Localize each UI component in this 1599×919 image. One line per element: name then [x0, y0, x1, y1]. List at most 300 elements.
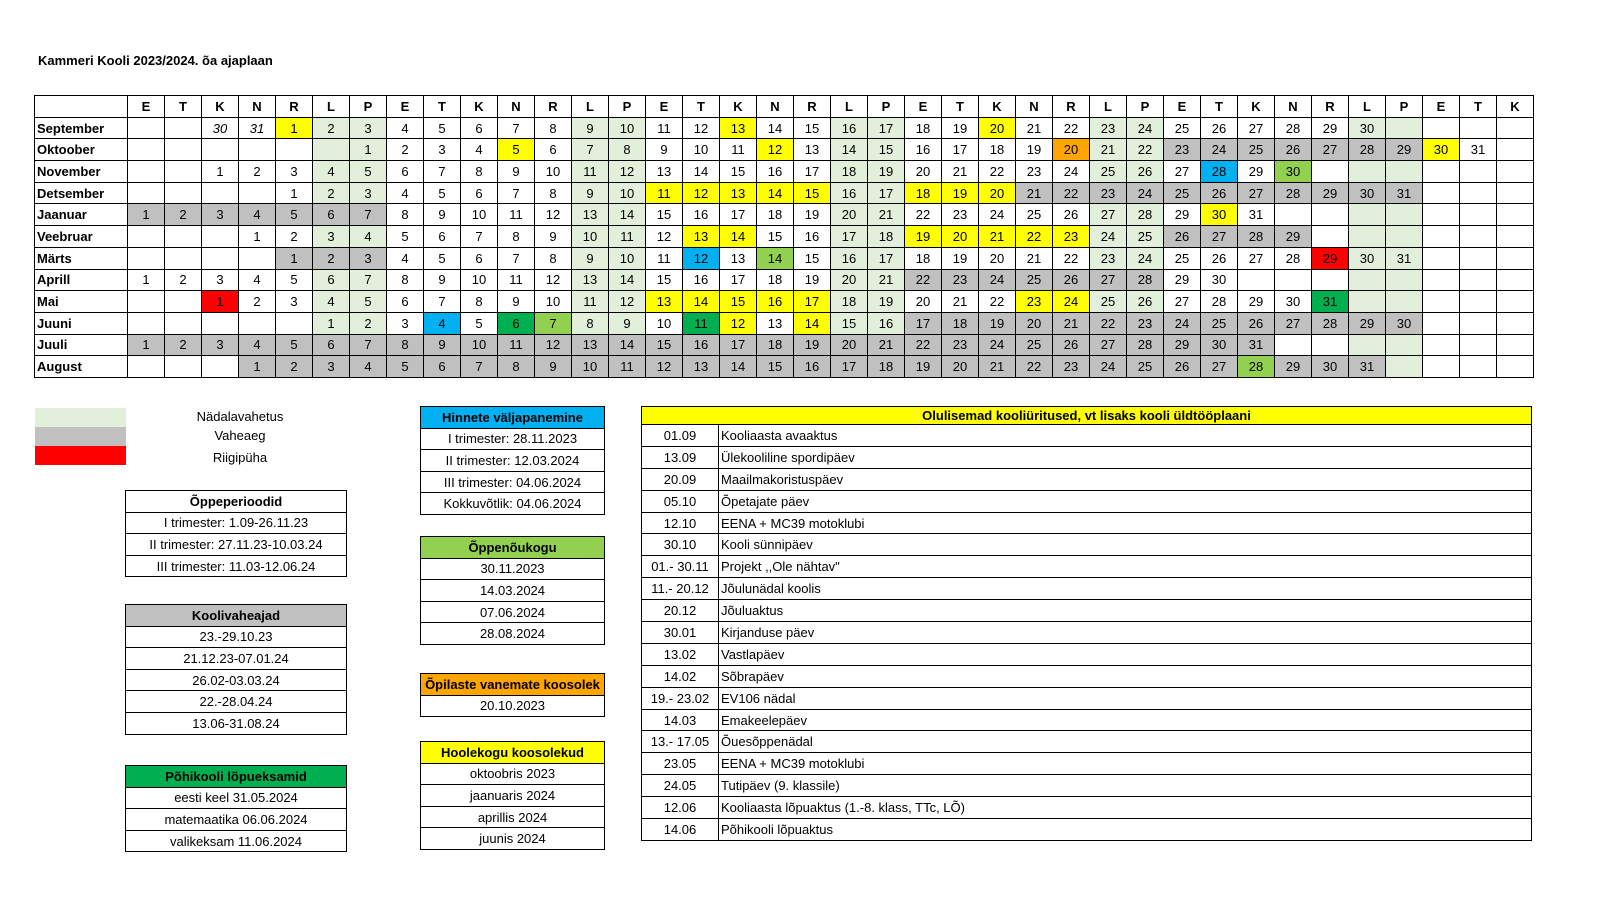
- day-cell: 6: [424, 356, 461, 378]
- day-cell: 24: [1127, 117, 1164, 139]
- day-cell: [128, 139, 165, 161]
- box-row-value: 20.10.2023: [421, 695, 605, 717]
- day-cell: 26: [1238, 312, 1275, 334]
- day-cell: 30: [1312, 356, 1349, 378]
- day-cell: 5: [498, 139, 535, 161]
- event-row: [642, 687, 1532, 709]
- day-cell: 2: [313, 117, 350, 139]
- day-cell: 10: [683, 139, 720, 161]
- day-cell: 15: [646, 334, 683, 356]
- day-cell: 8: [461, 291, 498, 313]
- month-row: [35, 247, 1534, 269]
- day-cell: 19: [1016, 139, 1053, 161]
- day-cell: 6: [498, 312, 535, 334]
- weekday-header: R: [1312, 96, 1349, 118]
- weekday-header: E: [1164, 96, 1201, 118]
- day-cell: 24: [1201, 139, 1238, 161]
- box-row-value: 14.03.2024: [421, 580, 605, 602]
- month-name: Oktoober: [35, 139, 128, 161]
- day-cell: 5: [424, 247, 461, 269]
- day-cell: 25: [1164, 182, 1201, 204]
- day-cell: 26: [1127, 161, 1164, 183]
- day-cell: [1497, 312, 1534, 334]
- day-cell: [1386, 356, 1423, 378]
- day-cell: 24: [979, 269, 1016, 291]
- event-name: Maailmakoristuspäev: [719, 468, 1532, 490]
- box-row-value: II trimester: 12.03.2024: [421, 450, 605, 472]
- day-cell: [1312, 226, 1349, 248]
- day-cell: 29: [1164, 269, 1201, 291]
- event-date: 30.10: [642, 534, 719, 556]
- weekday-header: T: [424, 96, 461, 118]
- event-name: Kooli sünnipäev: [719, 534, 1532, 556]
- day-cell: 23: [942, 334, 979, 356]
- page-title: Kammeri Kooli 2023/2024. õa ajaplaan: [38, 53, 273, 68]
- day-cell: 12: [646, 226, 683, 248]
- day-cell: 25: [1127, 356, 1164, 378]
- weekday-header: N: [1016, 96, 1053, 118]
- day-cell: 14: [757, 247, 794, 269]
- day-cell: [1460, 182, 1497, 204]
- event-name: Tutipäev (9. klassile): [719, 775, 1532, 797]
- day-cell: [128, 312, 165, 334]
- day-cell: [1460, 291, 1497, 313]
- day-cell: 8: [387, 204, 424, 226]
- box-row: [126, 669, 347, 691]
- day-cell: 12: [720, 312, 757, 334]
- day-cell: 13: [683, 356, 720, 378]
- day-cell: 12: [683, 182, 720, 204]
- day-cell: 15: [720, 161, 757, 183]
- box-row: [421, 493, 605, 515]
- month-row: [35, 161, 1534, 183]
- event-row: [642, 643, 1532, 665]
- day-cell: 21: [1090, 139, 1127, 161]
- day-cell: 11: [498, 334, 535, 356]
- day-cell: 3: [202, 204, 239, 226]
- day-cell: [165, 117, 202, 139]
- day-cell: 30: [1201, 334, 1238, 356]
- event-date: 19.- 23.02: [642, 687, 719, 709]
- event-date: 23.05: [642, 753, 719, 775]
- weekday-header: K: [202, 96, 239, 118]
- day-cell: [202, 182, 239, 204]
- day-cell: 27: [1090, 334, 1127, 356]
- day-cell: 27: [1090, 204, 1127, 226]
- month-row: [35, 182, 1534, 204]
- day-cell: 11: [683, 312, 720, 334]
- day-cell: 10: [646, 312, 683, 334]
- day-cell: 7: [350, 269, 387, 291]
- box-row-value: juunis 2024: [421, 828, 605, 850]
- box-row-value: 28.08.2024: [421, 623, 605, 645]
- weekday-header: T: [683, 96, 720, 118]
- box-row-value: matemaatika 06.06.2024: [126, 809, 347, 831]
- day-cell: 30: [202, 117, 239, 139]
- day-cell: 27: [1238, 117, 1275, 139]
- day-cell: 21: [1016, 182, 1053, 204]
- event-date: 12.06: [642, 797, 719, 819]
- day-cell: 11: [498, 269, 535, 291]
- box-row: [421, 623, 605, 645]
- day-cell: 28: [1312, 312, 1349, 334]
- box-row-value: oktoobris 2023: [421, 763, 605, 785]
- day-cell: 29: [1164, 334, 1201, 356]
- month-row: [35, 269, 1534, 291]
- box-row: [421, 785, 605, 807]
- event-date: 20.09: [642, 468, 719, 490]
- box-row-value: valikeksam 11.06.2024: [126, 830, 347, 852]
- lopueksamid-box: [125, 765, 347, 852]
- day-cell: 17: [794, 291, 831, 313]
- day-cell: 3: [387, 312, 424, 334]
- day-cell: 30: [1349, 117, 1386, 139]
- box-row-value: I trimester: 28.11.2023: [421, 428, 605, 450]
- event-name: Jõuluaktus: [719, 600, 1532, 622]
- box-row-value: III trimester: 04.06.2024: [421, 471, 605, 493]
- day-cell: [239, 312, 276, 334]
- day-cell: 27: [1238, 247, 1275, 269]
- day-cell: 22: [1090, 312, 1127, 334]
- day-cell: [1497, 182, 1534, 204]
- box-title: Hinnete väljapanemine: [421, 407, 605, 429]
- day-cell: [1349, 334, 1386, 356]
- day-cell: 10: [461, 334, 498, 356]
- day-cell: 5: [350, 291, 387, 313]
- day-cell: 19: [794, 204, 831, 226]
- day-cell: [1423, 182, 1460, 204]
- day-cell: 13: [757, 312, 794, 334]
- month-name: Mai: [35, 291, 128, 313]
- event-date: 13.- 17.05: [642, 731, 719, 753]
- day-cell: 14: [831, 139, 868, 161]
- day-cell: 14: [794, 312, 831, 334]
- day-cell: 22: [1127, 139, 1164, 161]
- day-cell: 8: [387, 334, 424, 356]
- day-cell: 24: [1127, 247, 1164, 269]
- day-cell: 17: [942, 139, 979, 161]
- box-row: [421, 450, 605, 472]
- day-cell: [128, 161, 165, 183]
- day-cell: [1423, 269, 1460, 291]
- weekday-header: L: [1349, 96, 1386, 118]
- day-cell: [128, 182, 165, 204]
- day-cell: [1460, 356, 1497, 378]
- day-cell: 1: [202, 291, 239, 313]
- day-cell: 11: [609, 356, 646, 378]
- day-cell: 4: [387, 182, 424, 204]
- day-cell: [202, 226, 239, 248]
- event-row: [642, 775, 1532, 797]
- box-row-value: 26.02-03.03.24: [126, 669, 347, 691]
- box-row-value: eesti keel 31.05.2024: [126, 787, 347, 809]
- day-cell: 29: [1386, 139, 1423, 161]
- legend-swatch: [35, 446, 126, 465]
- weekday-header: N: [757, 96, 794, 118]
- day-cell: [1275, 204, 1312, 226]
- day-cell: 18: [757, 269, 794, 291]
- day-cell: 22: [1016, 356, 1053, 378]
- event-date: 14.02: [642, 665, 719, 687]
- box-row: [126, 830, 347, 852]
- day-cell: 26: [1053, 334, 1090, 356]
- month-name: August: [35, 356, 128, 378]
- day-cell: 18: [942, 312, 979, 334]
- day-cell: [276, 139, 313, 161]
- day-cell: 28: [1349, 139, 1386, 161]
- event-date: 11.- 20.12: [642, 578, 719, 600]
- month-row: [35, 204, 1534, 226]
- day-cell: 13: [720, 182, 757, 204]
- day-cell: [1423, 204, 1460, 226]
- day-cell: [1460, 269, 1497, 291]
- day-cell: 7: [572, 139, 609, 161]
- day-cell: 26: [1275, 139, 1312, 161]
- day-cell: 17: [794, 161, 831, 183]
- month-row: [35, 117, 1534, 139]
- day-cell: 24: [1053, 161, 1090, 183]
- day-cell: 31: [1238, 204, 1275, 226]
- day-cell: 23: [1053, 356, 1090, 378]
- events-header-row: [642, 407, 1532, 425]
- legend-swatch: [35, 408, 126, 427]
- day-cell: 30: [1201, 269, 1238, 291]
- day-cell: 14: [757, 117, 794, 139]
- day-cell: 18: [757, 334, 794, 356]
- event-name: EV106 nädal: [719, 687, 1532, 709]
- event-date: 01.- 30.11: [642, 556, 719, 578]
- event-name: Projekt ,,Ole nähtav": [719, 556, 1532, 578]
- day-cell: 6: [461, 182, 498, 204]
- day-cell: 9: [646, 139, 683, 161]
- day-cell: 20: [831, 204, 868, 226]
- day-cell: 14: [720, 226, 757, 248]
- day-cell: [1423, 334, 1460, 356]
- day-cell: [1423, 226, 1460, 248]
- day-cell: 7: [498, 182, 535, 204]
- day-cell: 4: [350, 356, 387, 378]
- day-cell: 24: [1090, 356, 1127, 378]
- day-cell: 6: [461, 247, 498, 269]
- event-row: [642, 425, 1532, 447]
- day-cell: 18: [831, 161, 868, 183]
- day-cell: 28: [1201, 161, 1238, 183]
- box-row: [126, 648, 347, 670]
- box-row: [421, 695, 605, 717]
- day-cell: [1423, 291, 1460, 313]
- day-cell: 1: [276, 117, 313, 139]
- oppeperioodid-box: [125, 490, 347, 577]
- day-cell: 8: [535, 247, 572, 269]
- weekday-header: E: [387, 96, 424, 118]
- day-cell: [165, 161, 202, 183]
- calendar-table: [34, 95, 1534, 378]
- day-cell: 19: [942, 117, 979, 139]
- day-cell: [128, 247, 165, 269]
- day-cell: 20: [979, 182, 1016, 204]
- event-name: Kooliaasta avaaktus: [719, 425, 1532, 447]
- day-cell: 30: [1275, 161, 1312, 183]
- day-cell: [1386, 334, 1423, 356]
- day-cell: 20: [905, 161, 942, 183]
- day-cell: 2: [350, 312, 387, 334]
- event-name: EENA + MC39 motoklubi: [719, 512, 1532, 534]
- day-cell: [1312, 334, 1349, 356]
- weekday-header: L: [1090, 96, 1127, 118]
- month-row: [35, 226, 1534, 248]
- day-cell: 20: [831, 269, 868, 291]
- hoolekogu-box: [420, 741, 605, 850]
- day-cell: 20: [905, 291, 942, 313]
- day-cell: 27: [1164, 161, 1201, 183]
- day-cell: 8: [387, 269, 424, 291]
- legend-swatch: [35, 427, 126, 446]
- weekday-header: K: [461, 96, 498, 118]
- month-name: Juuni: [35, 312, 128, 334]
- legend-label: Riigipüha: [212, 450, 268, 465]
- day-cell: 18: [905, 247, 942, 269]
- day-cell: 11: [609, 226, 646, 248]
- day-cell: [1238, 269, 1275, 291]
- month-name: September: [35, 117, 128, 139]
- day-cell: 6: [387, 161, 424, 183]
- day-cell: 2: [387, 139, 424, 161]
- day-cell: [276, 312, 313, 334]
- day-cell: 1: [276, 247, 313, 269]
- day-cell: 13: [646, 291, 683, 313]
- event-row: [642, 512, 1532, 534]
- day-cell: 27: [1090, 269, 1127, 291]
- day-cell: 12: [609, 291, 646, 313]
- day-cell: 5: [387, 226, 424, 248]
- weekday-header: R: [276, 96, 313, 118]
- day-cell: 14: [683, 291, 720, 313]
- box-row-value: 30.11.2023: [421, 558, 605, 580]
- day-cell: 12: [535, 269, 572, 291]
- weekday-header: R: [794, 96, 831, 118]
- day-cell: 10: [609, 117, 646, 139]
- day-cell: [165, 182, 202, 204]
- day-cell: 19: [794, 334, 831, 356]
- day-cell: 27: [1201, 356, 1238, 378]
- day-cell: 8: [498, 356, 535, 378]
- day-cell: [1386, 117, 1423, 139]
- month-name: Juuli: [35, 334, 128, 356]
- day-cell: 9: [609, 312, 646, 334]
- day-cell: 2: [165, 204, 202, 226]
- day-cell: 6: [313, 269, 350, 291]
- day-cell: 18: [905, 182, 942, 204]
- day-cell: 27: [1201, 226, 1238, 248]
- box-row-value: I trimester: 1.09-26.11.23: [126, 512, 347, 534]
- day-cell: 10: [461, 204, 498, 226]
- day-cell: 20: [831, 334, 868, 356]
- day-cell: [1349, 226, 1386, 248]
- day-cell: 31: [1238, 334, 1275, 356]
- day-cell: [1423, 312, 1460, 334]
- weekday-header: E: [1423, 96, 1460, 118]
- day-cell: 16: [905, 139, 942, 161]
- event-row: [642, 622, 1532, 644]
- day-cell: 16: [831, 182, 868, 204]
- day-cell: [1460, 161, 1497, 183]
- day-cell: 1: [239, 226, 276, 248]
- day-cell: 15: [720, 291, 757, 313]
- day-cell: 12: [646, 356, 683, 378]
- day-cell: [1497, 269, 1534, 291]
- month-row: [35, 139, 1534, 161]
- day-cell: 11: [646, 247, 683, 269]
- day-cell: 7: [424, 161, 461, 183]
- weekday-header: P: [350, 96, 387, 118]
- day-cell: 26: [1201, 117, 1238, 139]
- day-cell: 11: [646, 182, 683, 204]
- day-cell: 19: [868, 161, 905, 183]
- day-cell: 2: [276, 356, 313, 378]
- event-date: 14.03: [642, 709, 719, 731]
- box-row-value: 07.06.2024: [421, 601, 605, 623]
- day-cell: 10: [572, 356, 609, 378]
- day-cell: [1386, 269, 1423, 291]
- day-cell: [239, 139, 276, 161]
- box-title: Koolivaheajad: [126, 605, 347, 627]
- day-cell: 17: [831, 356, 868, 378]
- day-cell: 24: [1127, 182, 1164, 204]
- box-header-row: [421, 407, 605, 429]
- day-cell: 15: [757, 226, 794, 248]
- day-cell: 27: [1275, 312, 1312, 334]
- day-cell: 9: [424, 334, 461, 356]
- day-cell: 25: [1164, 117, 1201, 139]
- event-row: [642, 578, 1532, 600]
- day-cell: 17: [720, 334, 757, 356]
- weekday-header: L: [572, 96, 609, 118]
- day-cell: [239, 247, 276, 269]
- day-cell: 25: [1238, 139, 1275, 161]
- day-cell: 1: [313, 312, 350, 334]
- event-date: 30.01: [642, 622, 719, 644]
- day-cell: 15: [646, 269, 683, 291]
- weekday-header: E: [905, 96, 942, 118]
- day-cell: 3: [276, 291, 313, 313]
- day-cell: 31: [1386, 247, 1423, 269]
- event-row: [642, 731, 1532, 753]
- day-cell: 4: [313, 291, 350, 313]
- day-cell: 9: [424, 204, 461, 226]
- box-row: [126, 555, 347, 577]
- day-cell: 30: [1386, 312, 1423, 334]
- day-cell: [1275, 334, 1312, 356]
- day-cell: 4: [461, 139, 498, 161]
- day-cell: 22: [1016, 226, 1053, 248]
- day-cell: 20: [1053, 139, 1090, 161]
- day-cell: 16: [868, 312, 905, 334]
- weekday-header: T: [942, 96, 979, 118]
- event-row: [642, 797, 1532, 819]
- event-row: [642, 446, 1532, 468]
- day-cell: 4: [350, 226, 387, 248]
- weekday-header: E: [128, 96, 165, 118]
- day-cell: [165, 247, 202, 269]
- day-cell: 1: [202, 161, 239, 183]
- day-cell: 2: [165, 269, 202, 291]
- day-cell: [1497, 291, 1534, 313]
- day-cell: 28: [1275, 182, 1312, 204]
- day-cell: 19: [794, 269, 831, 291]
- box-header-row: [421, 537, 605, 559]
- day-cell: 9: [498, 291, 535, 313]
- day-cell: 25: [1164, 247, 1201, 269]
